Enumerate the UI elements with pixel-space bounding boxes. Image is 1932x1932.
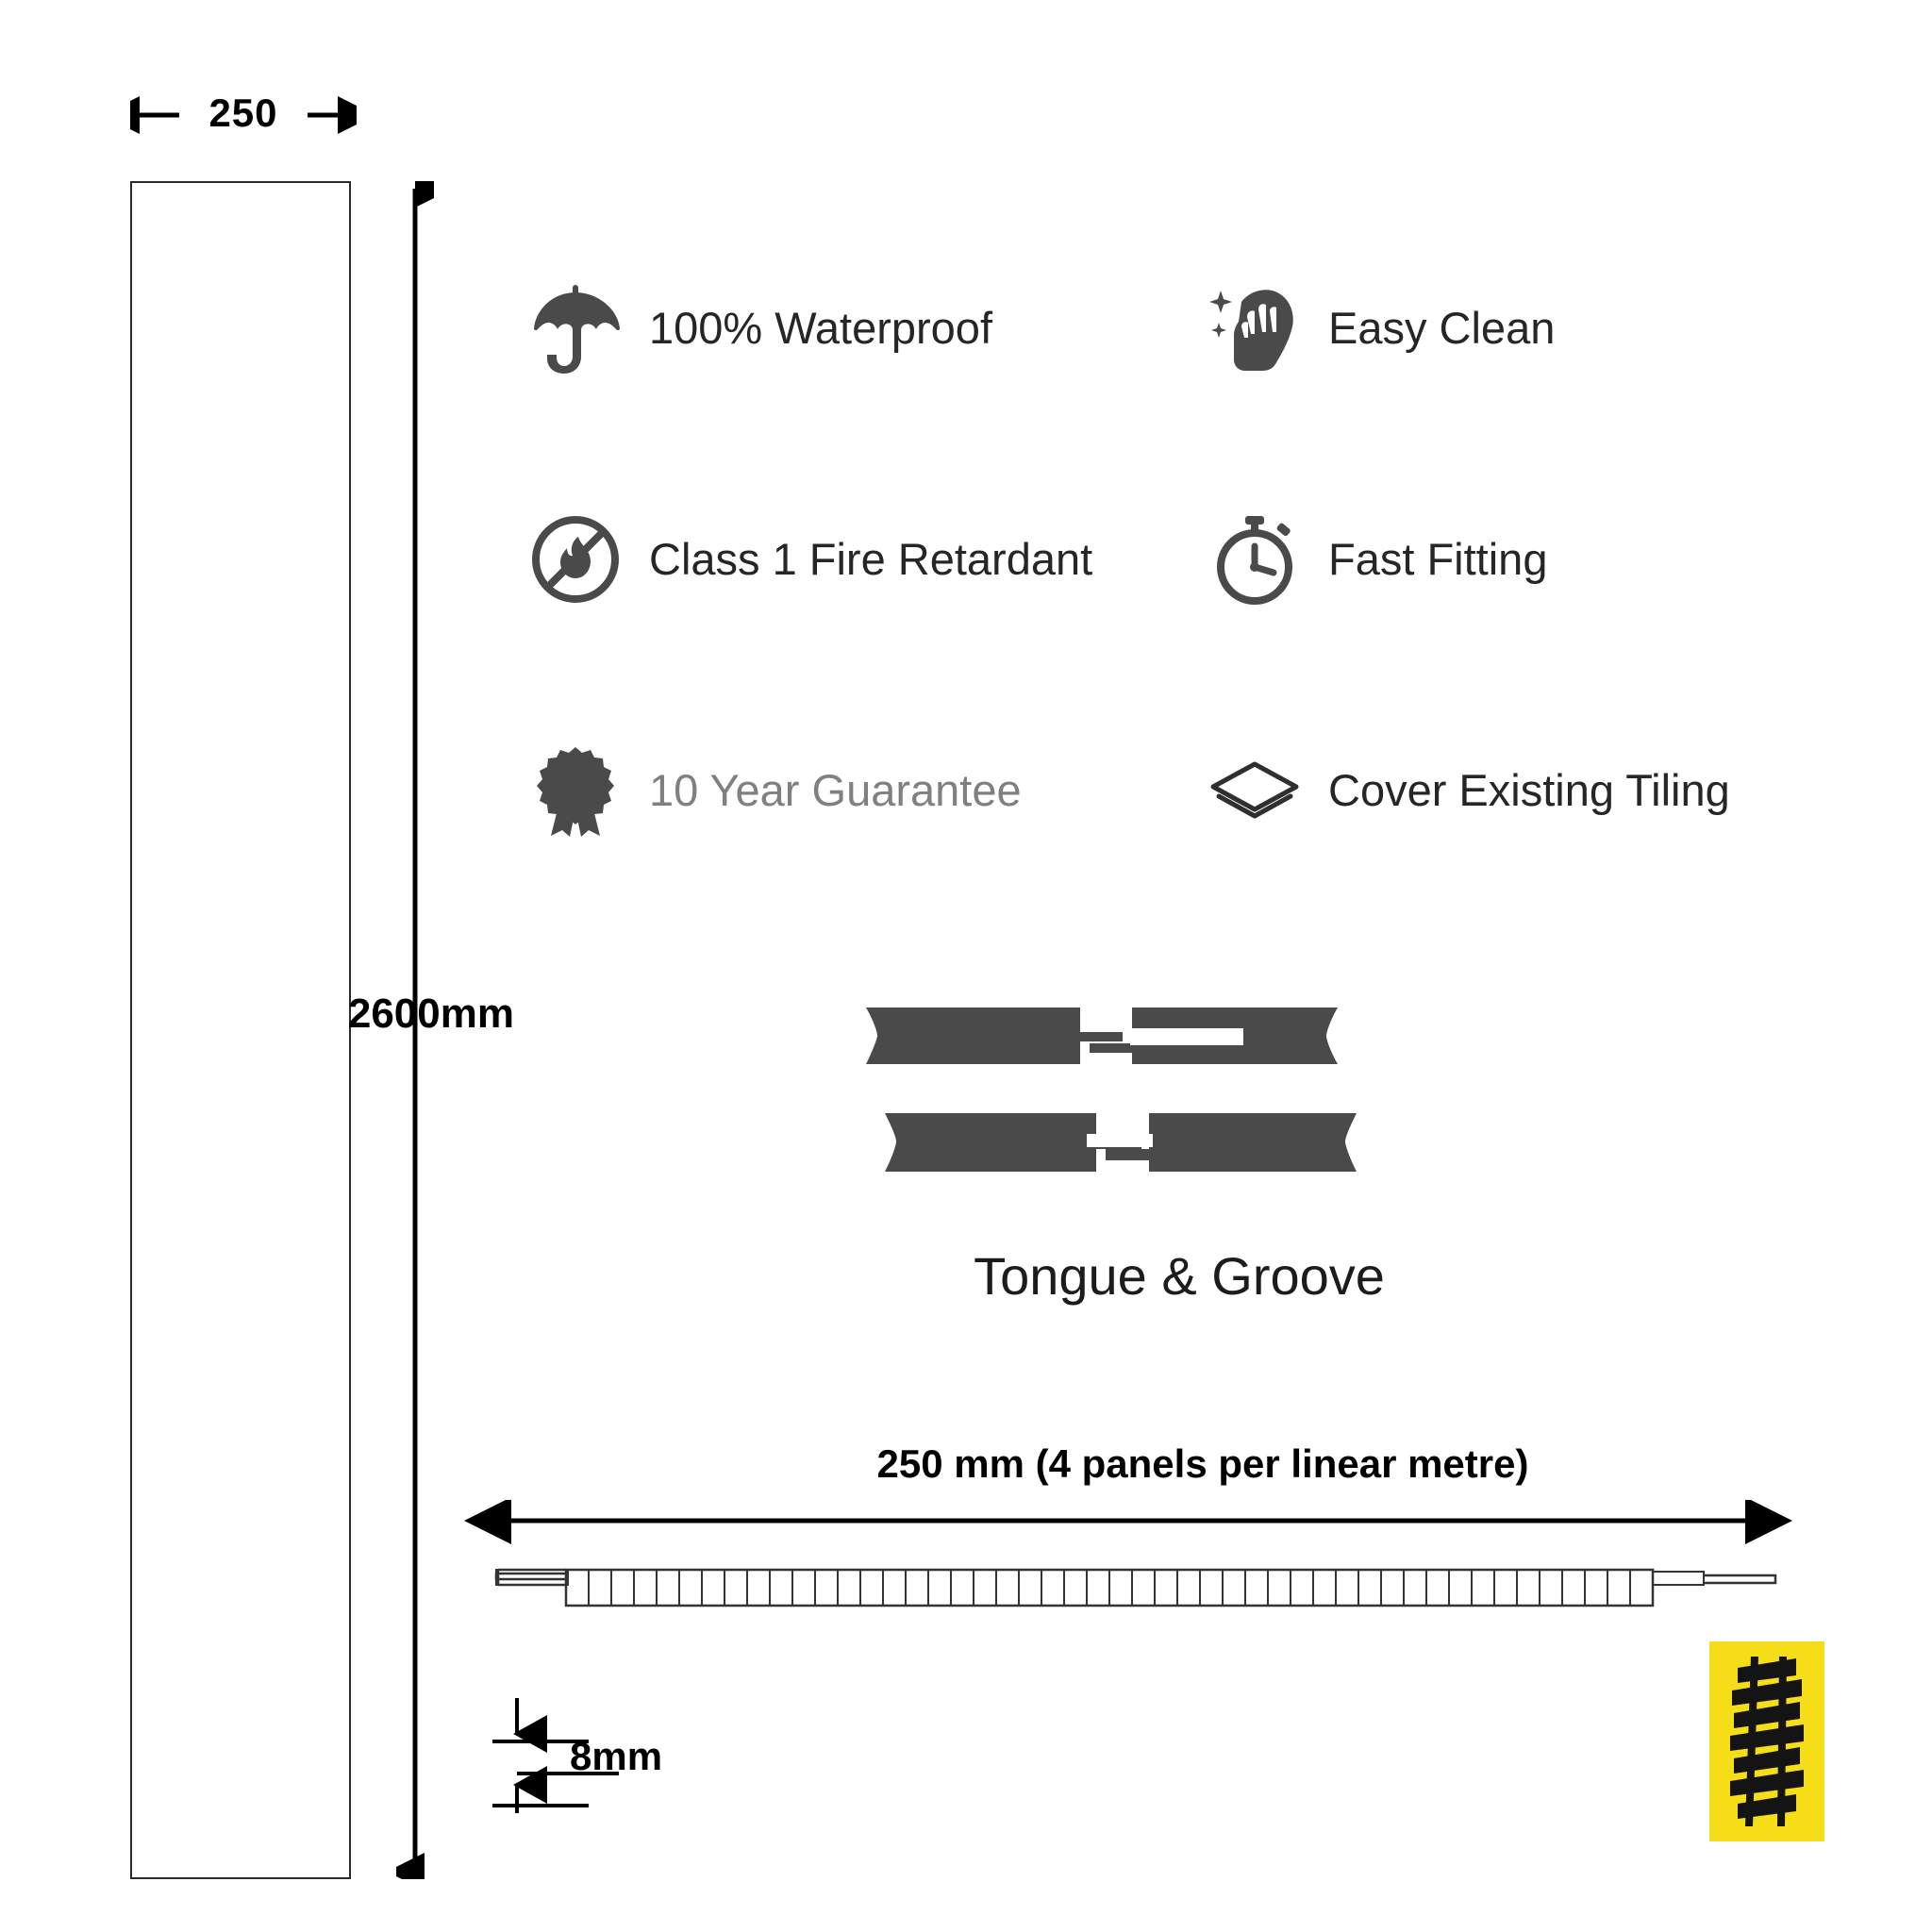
umbrella-icon	[528, 281, 623, 375]
panel-cross-section-icon	[462, 1500, 1802, 1651]
feature-item-guarantee	[528, 675, 1208, 906]
feature-item-cover-tiling	[1208, 675, 1877, 906]
no-fire-icon	[528, 512, 623, 607]
feature-label: Fast Fitting	[1328, 534, 1548, 584]
tongue-and-groove-profile-icon	[849, 991, 1509, 1255]
feature-item-fire-retardant	[528, 443, 1208, 675]
feature-item-easy-clean	[1208, 212, 1877, 443]
width-dimension	[130, 92, 357, 138]
rosette-award-icon	[528, 743, 623, 838]
width-dimension-label: 250	[208, 91, 278, 135]
feature-label: 100% Waterproof	[649, 303, 992, 353]
feature-list	[528, 212, 1877, 906]
feature-label: Easy Clean	[1328, 303, 1556, 353]
stopwatch-icon	[1208, 512, 1302, 607]
height-dimension-label: 2600mm	[347, 991, 514, 1037]
feature-label: Class 1 Fire Retardant	[649, 534, 1093, 584]
thickness-dimension-label: 8mm	[570, 1734, 663, 1778]
brand-logo	[1709, 1641, 1824, 1841]
cross-section-label: 250 mm (4 panels per linear metre)	[876, 1441, 1529, 1486]
feature-label: 10 Year Guarantee	[649, 765, 1022, 815]
cleaning-hand-icon	[1208, 281, 1302, 375]
feature-label: Cover Existing Tiling	[1328, 765, 1730, 815]
double-arrow-horizontal-icon	[130, 92, 357, 138]
tongue-and-groove-caption: Tongue & Groove	[974, 1246, 1385, 1306]
feature-item-waterproof	[528, 212, 1208, 443]
layers-icon	[1208, 743, 1302, 838]
feature-item-fast-fitting	[1208, 443, 1877, 675]
